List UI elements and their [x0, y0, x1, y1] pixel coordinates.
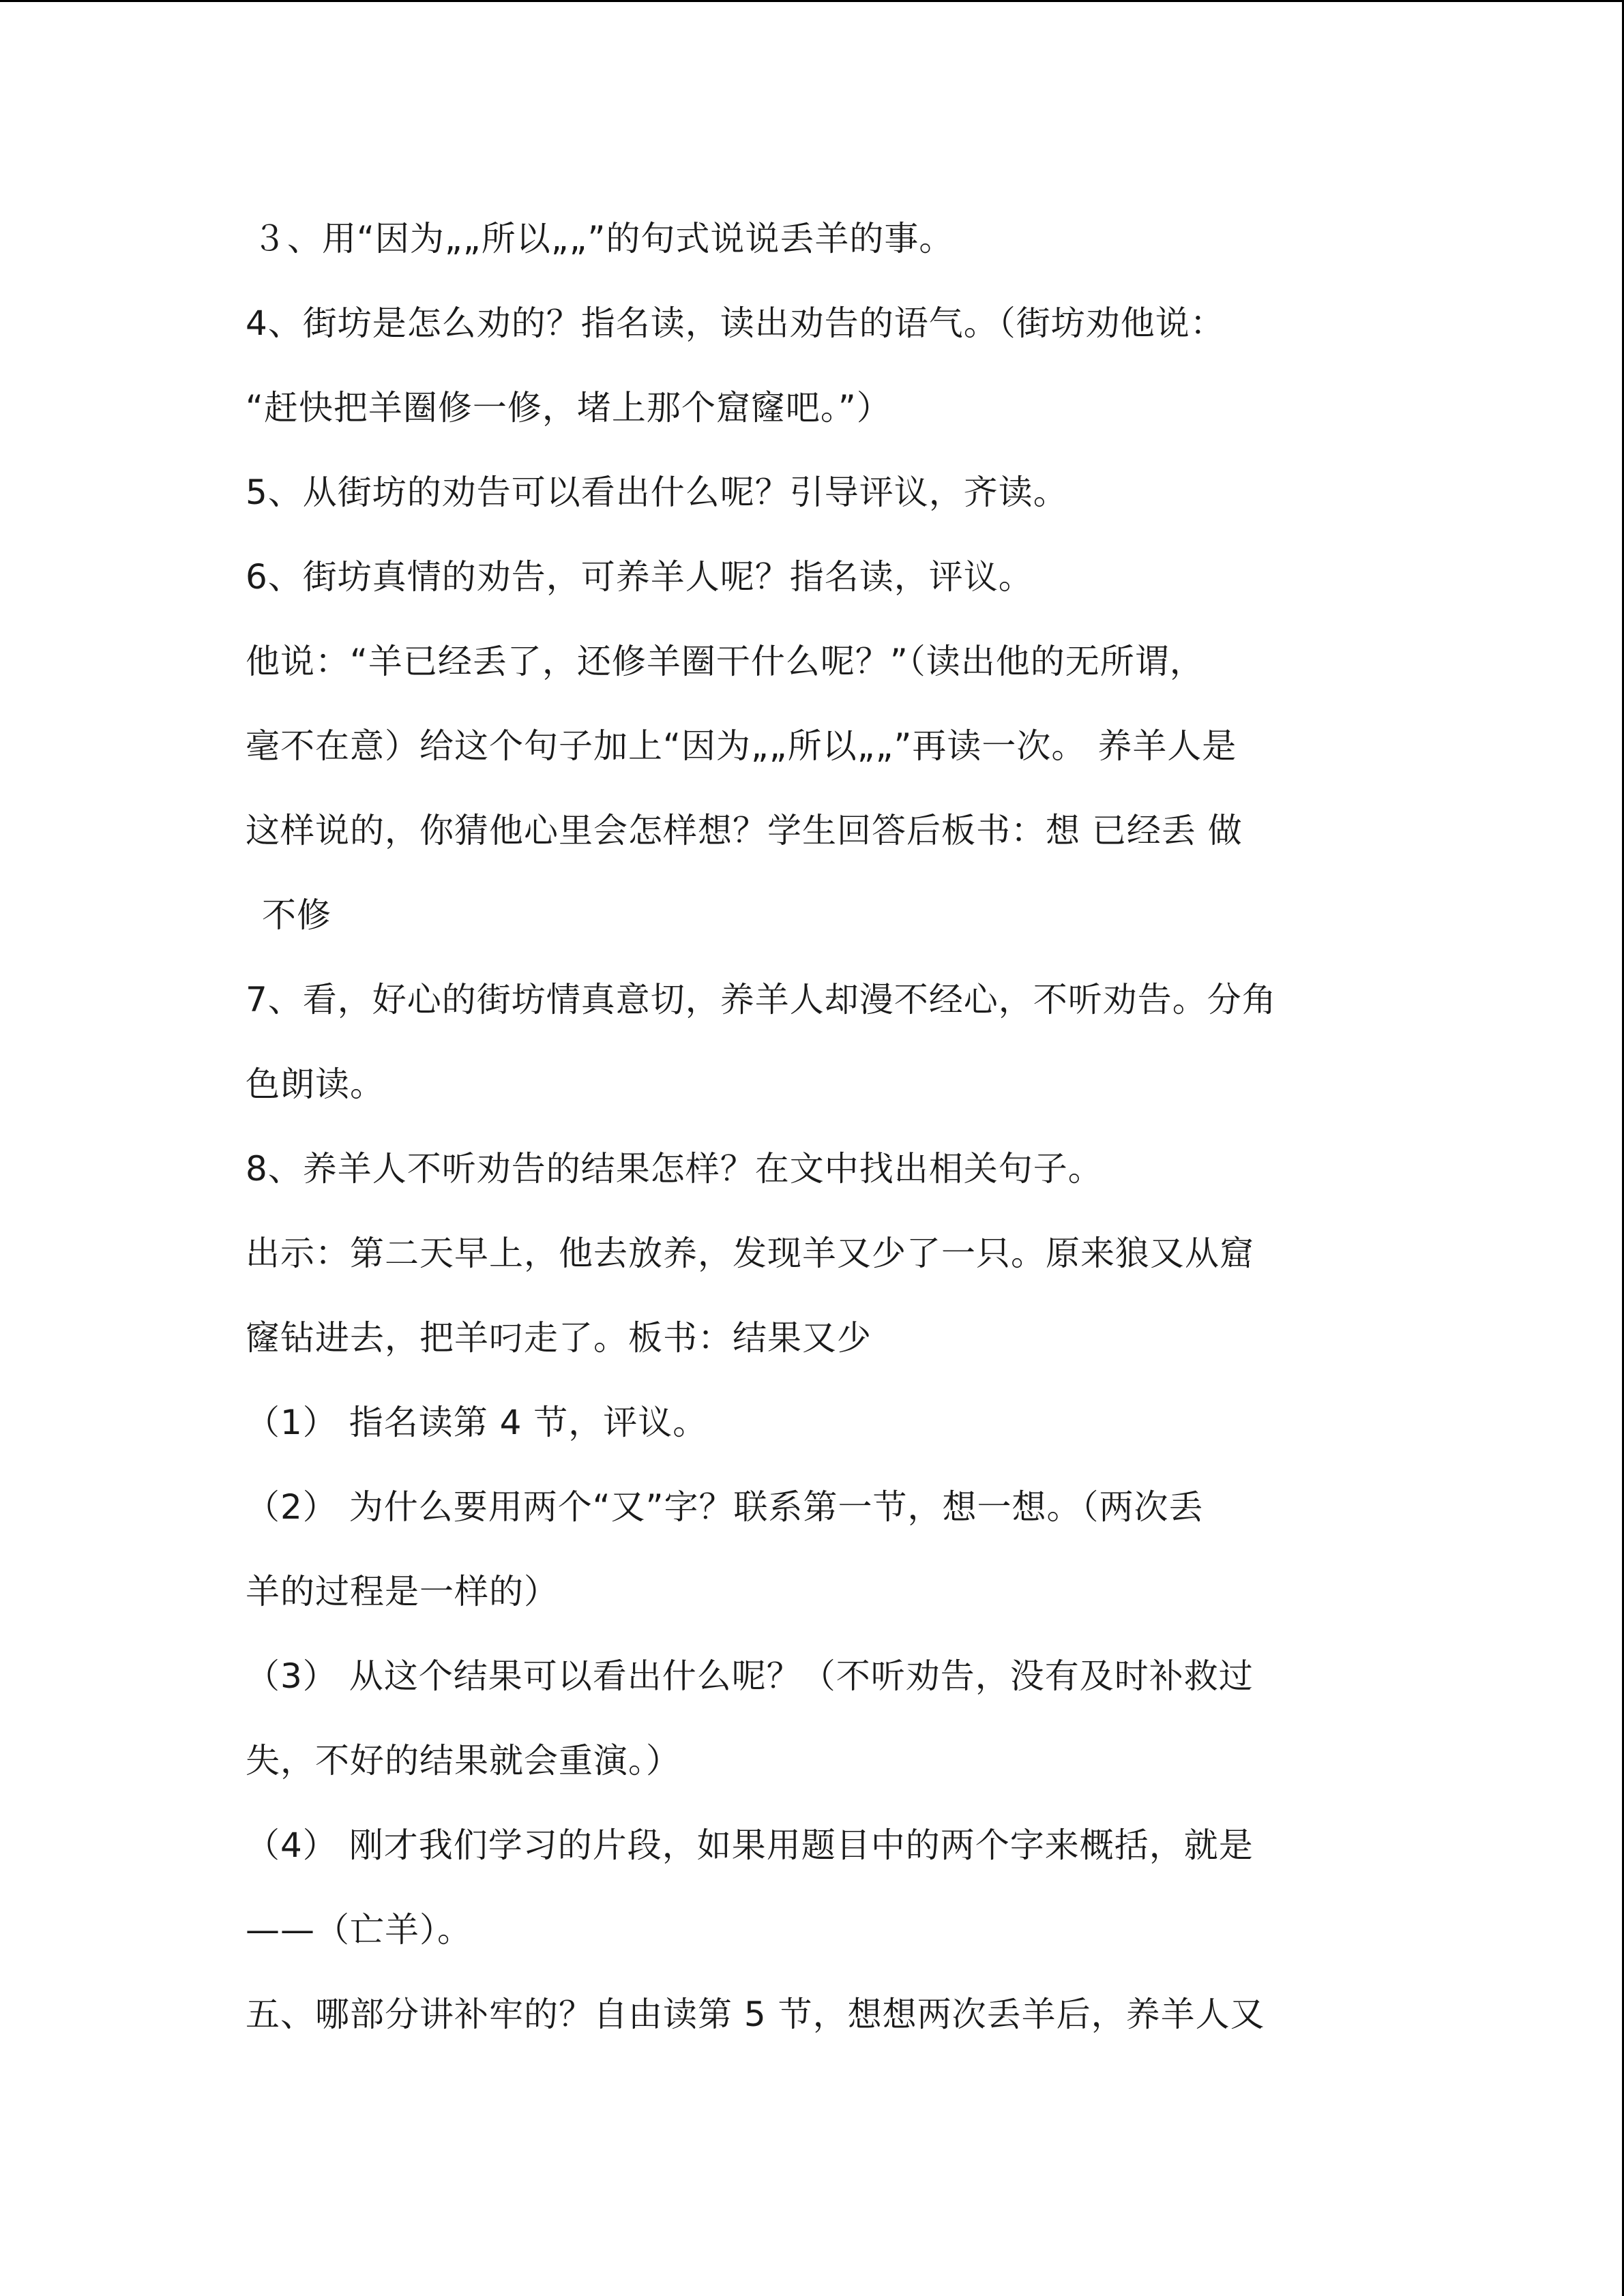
text-line-4: 5、从街坊的劝告可以看出什么呢？引导评议，齐读。 [246, 473, 1068, 512]
text-line-12: 8、养羊人不听劝告的结果怎样？在文中找出相关句子。 [246, 1149, 1103, 1189]
text-line-2: 4、街坊是怎么劝的？指名读，读出劝告的语气。（街坊劝他说： [246, 303, 1225, 343]
text-line-20: （4） 刚才我们学习的片段，如果用题目中的两个字来概括，就是 [246, 1825, 1254, 1865]
text-line-9: 不修 [262, 895, 331, 935]
text-line-11: 色朗读。 [246, 1064, 385, 1104]
text-line-21: ——（亡羊）。 [246, 1910, 472, 1950]
text-line-10: 7、看，好心的街坊情真意切，养羊人却漫不经心，不听劝告。分角 [246, 980, 1277, 1019]
text-line-7: 毫不在意）给这个句子加上“因为„„所以„„”再读一次。 养羊人是 [246, 726, 1237, 766]
text-line-16: （2） 为什么要用两个“又”字？联系第一节，想一想。（两次丢 [246, 1487, 1204, 1527]
text-line-22: 五、哪部分讲补牢的？自由读第 5 节，想想两次丢羊后，养羊人又 [246, 1995, 1265, 2034]
text-line-14: 窿钻进去，把羊叼走了。板书：结果又少 [246, 1318, 872, 1358]
document-body [246, 210, 1391, 2070]
text-line-8: 这样说的，你猜他心里会怎样想？学生回答后板书：想 已经丢 做 [246, 811, 1243, 850]
text-line-18: （3） 从这个结果可以看出什么呢？（不听劝告，没有及时补救过 [246, 1656, 1254, 1696]
page-border-top [0, 0, 1624, 2]
text-line-6: 他说：“羊已经丢了，还修羊圈干什么呢？”（读出他的无所谓， [246, 642, 1205, 681]
text-line-1: ３、用“因为„„所以„„”的句式说说丢羊的事。 [252, 219, 954, 258]
text-line-19: 失，不好的结果就会重演。） [246, 1741, 681, 1780]
text-line-17: 羊的过程是一样的） [246, 1572, 559, 1611]
text-line-13: 出示：第二天早上，他去放养，发现羊又少了一只。原来狼又从窟 [246, 1234, 1254, 1273]
text-line-15: （1） 指名读第 4 节，评议。 [246, 1403, 708, 1442]
text-line-3: “赶快把羊圈修一修，堵上那个窟窿吧。”） [246, 388, 891, 428]
text-line-5: 6、街坊真情的劝告，可养羊人呢？指名读，评议。 [246, 557, 1033, 597]
